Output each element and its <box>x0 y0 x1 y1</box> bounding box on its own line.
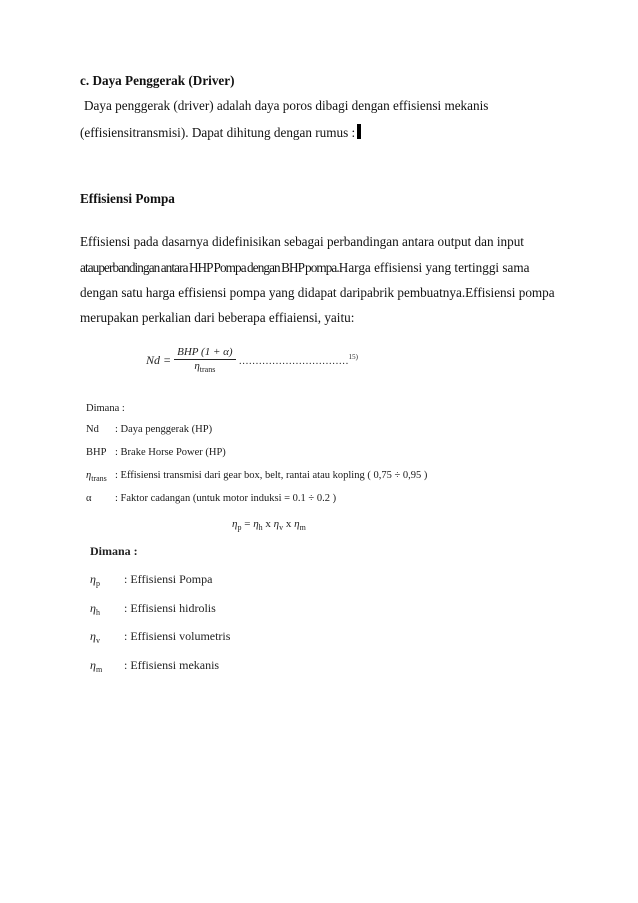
def2-title: Dimana : <box>90 544 138 558</box>
paragraph-driver-line1: Daya penggerak (driver) adalah daya poros dibagi dengan effisiensi mekanis <box>84 98 489 113</box>
def1-sym-alpha: α <box>86 493 92 504</box>
def1-title: Dimana : <box>86 403 125 414</box>
paragraph-driver-line2-text: (effisiensitransmisi). Dapat dihitung dengan rumus : <box>80 125 356 140</box>
def1-sym-nd: Nd <box>86 424 99 435</box>
section-heading-driver: c. Daya Penggerak (Driver) <box>80 73 235 88</box>
formula-eta-p-eta2: η <box>253 518 259 530</box>
def2-eta-m: η <box>90 658 96 672</box>
formula-eta-p-sub2: h <box>258 523 263 532</box>
paragraph-pompa-line1: Effisiensi pada dasarnya didefinisikan sebagai perbandingan antara output dan input <box>80 234 524 249</box>
formula-nd-dots: …………………………… <box>238 355 349 367</box>
def2-eta-p: η <box>90 572 96 586</box>
formula-eta-p-sub4: m <box>299 523 306 532</box>
formula-eta-p-sub1: p <box>237 523 242 532</box>
def2-desc-p: : Effisiensi Pompa <box>124 572 213 586</box>
formula-eta-p <box>232 518 306 532</box>
def2-eta-h: η <box>90 601 96 615</box>
formula-eta-p-eta3: η <box>273 518 280 530</box>
def1-desc-alpha: : Faktor cadangan (untuk motor induksi = 0.1 ÷ 0.2 ) <box>115 493 337 504</box>
paragraph-pompa-line2a: atauperbandingan antara HHP Pompa dengan BHP pompa. <box>80 260 339 275</box>
text-cursor <box>357 124 361 139</box>
formula-eta-p-eta1: η <box>232 518 238 530</box>
formula-nd-eta: η <box>194 360 200 372</box>
formula-eta-p-eta4: η <box>294 518 300 530</box>
def1-eta-sub: trans <box>91 474 107 483</box>
def2-eta-h-sub: h <box>95 608 100 617</box>
paragraph-driver-line2 <box>80 124 361 141</box>
def1-desc-eta-trans: : Effisiensi transmisi dari gear box, belt, rantai atau kopling ( 0,75 ÷ 0,95 ) <box>115 470 428 481</box>
def2-eta-p-sub: p <box>95 579 100 588</box>
def1-sym-bhp: BHP <box>86 447 107 458</box>
formula-nd-ref: 15) <box>348 352 358 361</box>
def2-sym-v <box>90 628 100 649</box>
def2-desc-h: : Effisiensi hidrolis <box>124 601 216 615</box>
paragraph-pompa-line4: merupakan perkalian dari beberapa effiaiensi, yaitu: <box>80 310 355 325</box>
formula-eta-p-x1: x <box>262 518 274 530</box>
def1-desc-bhp: : Brake Horse Power (HP) <box>115 447 226 458</box>
def1-eta-symbol: η <box>86 470 92 481</box>
paragraph-pompa-line2 <box>80 260 529 276</box>
formula-nd-lhs: Nd = <box>146 352 172 367</box>
def1-sym-eta-trans <box>86 469 107 485</box>
formula-nd-numerator: BHP (1 + α) <box>174 346 235 360</box>
def2-eta-v-sub: v <box>95 636 100 645</box>
def2-desc-m: : Effisiensi mekanis <box>124 658 220 672</box>
formula-nd <box>146 346 358 376</box>
section-heading-pompa: Effisiensi Pompa <box>80 191 175 206</box>
def2-desc-v: : Effisiensi volumetris <box>124 629 231 643</box>
paragraph-pompa-line3: dengan satu harga effisiensi pompa yang didapat daripabrik pembuatnya.Effisiensi pompa <box>80 285 555 300</box>
formula-eta-p-eq: = <box>241 518 254 530</box>
def1-desc-nd: : Daya penggerak (HP) <box>115 424 213 435</box>
def2-eta-m-sub: m <box>95 665 103 674</box>
formula-eta-p-x2: x <box>283 518 295 530</box>
def2-sym-h <box>90 600 100 621</box>
formula-eta-p-sub3: v <box>279 523 284 532</box>
def2-sym-m <box>90 657 102 678</box>
formula-nd-fraction <box>174 346 235 376</box>
formula-nd-denominator <box>174 360 235 376</box>
paragraph-pompa-line2b: Harga effisiensi yang tertinggi sama <box>338 260 530 275</box>
formula-nd-eta-sub: trans <box>199 365 216 374</box>
def2-eta-v: η <box>90 629 96 643</box>
def2-sym-p <box>90 571 100 592</box>
